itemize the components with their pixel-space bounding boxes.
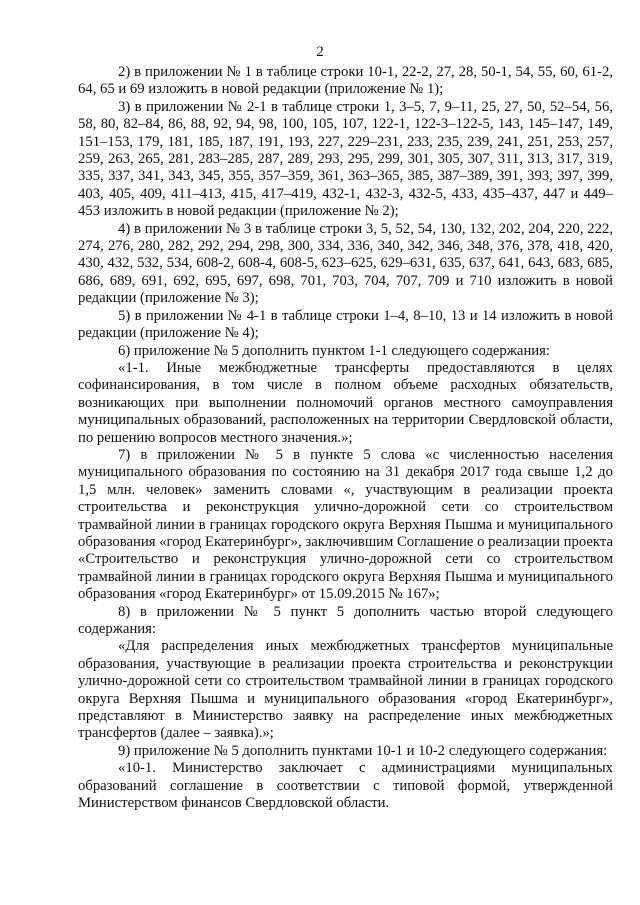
paragraph-item-3: 3) в приложении № 2-1 в таблице строки 1, 3–5, 7, 9–11, 25, 27, 50, 52–54, 56, 58, 80, 82–84, 86, 88, 92, 94, 98, 100, 105, 107, 122-1, 122-3–122-5, 143, 145–147, 149, 151–153, 179, 181, 185, 187, 191, 193, 227, 229–231, 233, 235, 239, 241, 251, 253, 257, 259, 263, 265, 281, 283–285, 287, 289, 293, 295, 299, 301, 305, 307, 311, 313, 317, 319, 335, 337, 341, 343, 345, 355, 357–359, 361, 363–365, 385, 387–389, 391, 393, 397, 399, 403, 405, 409, 411–413, 415, 417–419, 432-1, 432-3, 432-5, 433, 435–437, 447 и 449–453 изложить в новой редакции (приложение № 2); — [78, 98, 613, 220]
page-number: 2 — [316, 44, 324, 60]
paragraph-item-7: 7) в приложении № 5 в пункте 5 слова «с численностью населения муниципального образования по состоянию на 31 декабря 2017 года свыше 1,2 до 1,5 млн. человек» заменить словами «, участвующим в реализации проекта строительства и реконструкция улично-дорожной сети со строительством трамвайной линии в границах городского округа Верхняя Пышма и муниципального образования «город Екатеринбург», заключившим Соглашение о реализации проекта «Строительство и реконструкция улично-дорожной сети со строительством трамвайной линии в границах городского округа Верхняя Пышма и муниципального образования «город Екатеринбург» от 15.09.2015 № 167»; — [78, 446, 613, 603]
paragraph-item-8: 8) в приложении № 5 пункт 5 дополнить частью второй следующего содержания: — [78, 603, 613, 637]
document-body — [78, 64, 613, 812]
paragraph-item-5: 5) в приложении № 4-1 в таблице строки 1–4, 8–10, 13 и 14 изложить в новой редакции (приложение № 4); — [78, 307, 613, 342]
quoted-clause-part-two: «Для распределения иных межбюджетных трансфертов муниципальные образования, участвующие в реализации проекта строительства и реконструкции улично-дорожной сети со строительством трамвайной линии в границах городского округа Верхняя Пышма и муниципального образования «город Екатеринбург», представляют в Министерство заявку на распределение иных межбюджетных трансфертов (далее – заявка).»; — [78, 638, 613, 742]
quoted-clause-1-1: «1-1. Иные межбюджетные трансферты предоставляются в целях софинансирования, в том числе в полном объеме расходных обязательств, возникающих при выполнении полномочий органов местного самоуправления муниципальных образований, расположенных на территории Свердловской области, по решению вопросов местного значения.»; — [78, 359, 613, 446]
paragraph-item-4: 4) в приложении № 3 в таблице строки 3, 5, 52, 54, 130, 132, 202, 204, 220, 222, 274, 276, 280, 282, 292, 294, 298, 300, 334, 336, 340, 342, 346, 348, 376, 378, 418, 420, 430, 432, 532, 534, 608-2, 608-4, 608-5, 623–625, 629–631, 635, 637, 641, 643, 683, 685, 686, 689, 691, 692, 695, 697, 698, 701, 703, 704, 707, 709 и 710 изложить в новой редакции (приложение № 3); — [78, 220, 613, 307]
quoted-clause-10-1: «10-1. Министерство заключает с администрациями муниципальных образований соглашение в соответствии с типовой формой, утвержденной Министерством финансов Свердловской области. — [78, 760, 613, 812]
paragraph-item-9: 9) приложение № 5 дополнить пунктами 10-1 и 10-2 следующего содержания: — [118, 742, 608, 759]
paragraph-item-6: 6) приложение № 5 дополнить пунктом 1-1 следующего содержания: — [118, 342, 551, 359]
paragraph-item-2: 2) в приложении № 1 в таблице строки 10-1, 22-2, 27, 28, 50-1, 54, 55, 60, 61-2, 64, 65 и 69 изложить в новой редакции (приложение № 1); — [78, 64, 613, 98]
